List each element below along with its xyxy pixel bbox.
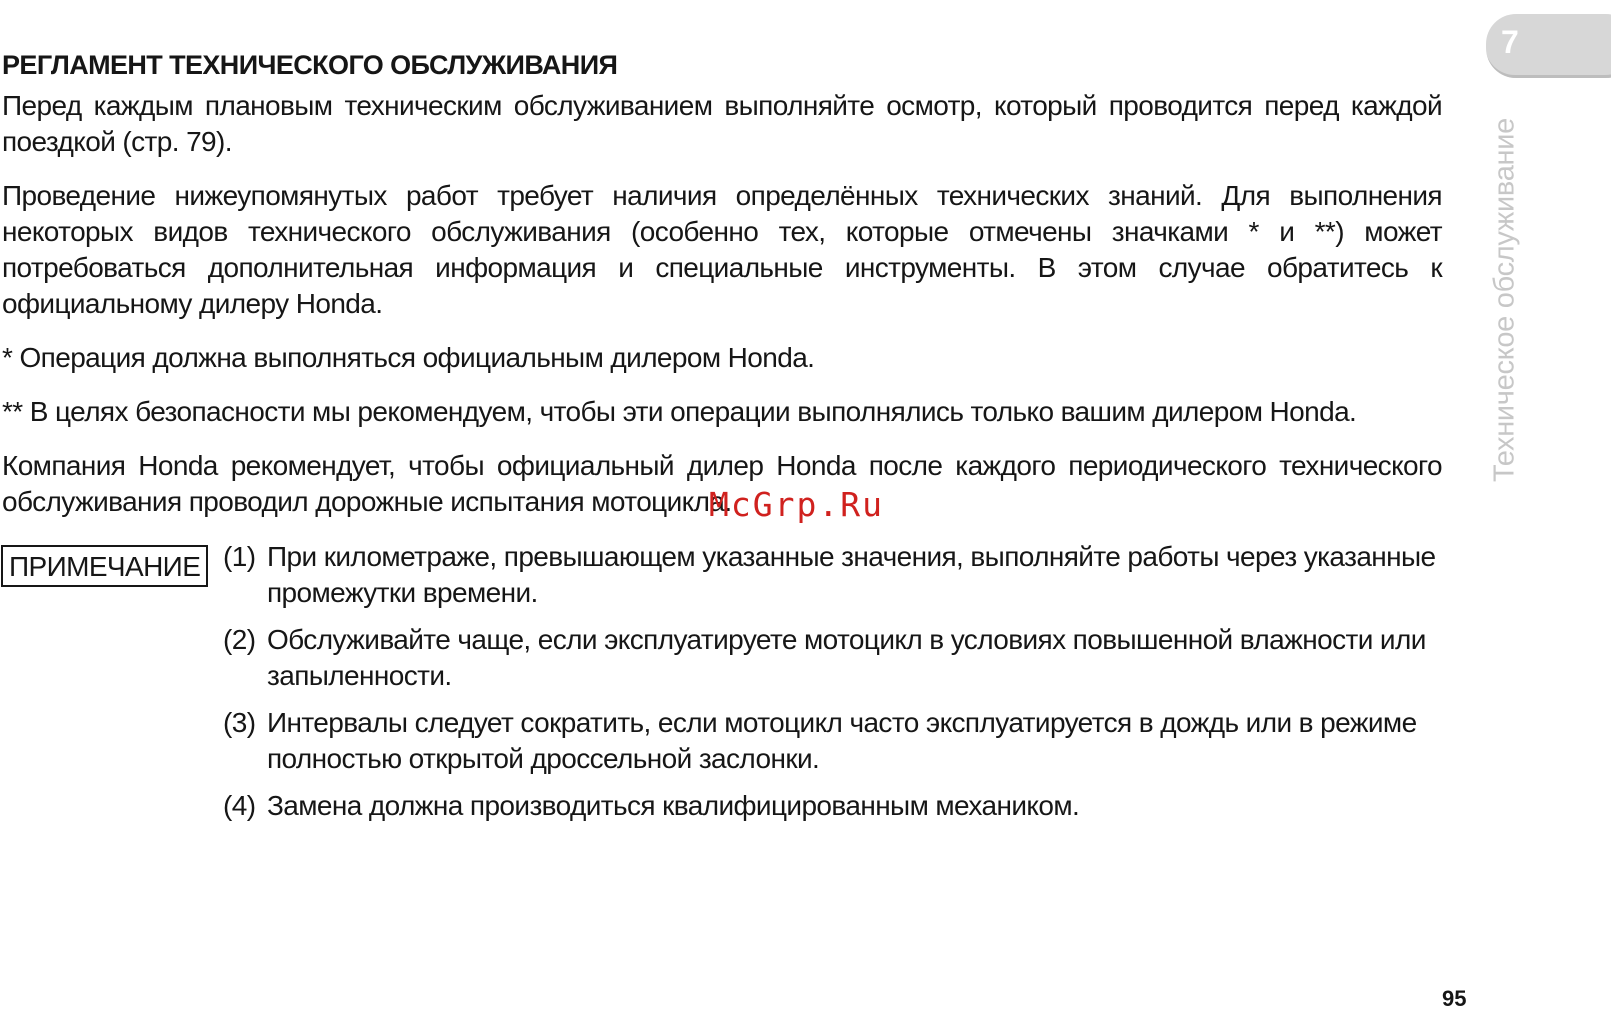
- notes-list: [223, 539, 1463, 835]
- note-label: ПРИМЕЧАНИЕ: [1, 545, 208, 587]
- note-number: (1): [223, 541, 256, 572]
- note-text: Интервалы следует сократить, если мотоцикл часто эксплуатируется в дождь или в режиме полностью открытой дроссельной заслонки.: [267, 707, 1417, 774]
- paragraph-pre-ride-inspection: Перед каждым плановым техническим обслуживанием выполняйте осмотр, который проводится перед каждой поездкой (стр. 79).: [2, 90, 1442, 157]
- chapter-number: 7: [1501, 24, 1519, 60]
- note-number: (2): [223, 624, 256, 655]
- chapter-title-text: Техническое обслуживание: [1488, 118, 1521, 482]
- note-text: При километраже, превышающем указанные значения, выполняйте работы через указанные промежутки времени.: [267, 541, 1436, 608]
- body-text: [2, 88, 1442, 538]
- paragraph-double-asterisk: ** В целях безопасности мы рекомендуем, чтобы эти операции выполнялись только вашим дилером Honda.: [2, 396, 1357, 427]
- watermark: McGrp.Ru: [709, 485, 884, 524]
- note-item: [223, 788, 1463, 824]
- page-number: 95: [1442, 986, 1467, 1011]
- note-text: Обслуживайте чаще, если эксплуатируете мотоцикл в условиях повышенной влажности или запыленности.: [267, 624, 1426, 691]
- note-text: Замена должна производиться квалифицированным механиком.: [267, 790, 1080, 821]
- note-item: [223, 539, 1463, 611]
- note-number: (4): [223, 790, 256, 821]
- paragraph-single-asterisk: * Операция должна выполняться официальным дилером Honda.: [2, 342, 815, 373]
- section-heading: РЕГЛАМЕНТ ТЕХНИЧЕСКОГО ОБСЛУЖИВАНИЯ: [2, 50, 618, 80]
- note-item: [223, 622, 1463, 694]
- paragraph-technical-knowledge: Проведение нижеупомянутых работ требует наличия определённых технических знаний. Для выполнения некоторых видов технического обслуживания (особенно тех, которые отмечены значками * и **) может потребоваться дополнительная информация и специальные инструменты. В этом случае обратитесь к официальному дилеру Honda.: [2, 180, 1442, 319]
- note-item: [223, 705, 1463, 777]
- note-number: (3): [223, 707, 256, 738]
- paragraph-road-test: Компания Honda рекомендует, чтобы официальный дилер Honda после каждого периодического технического обслуживания проводил дорожные испытания мотоцикла.: [2, 450, 1442, 517]
